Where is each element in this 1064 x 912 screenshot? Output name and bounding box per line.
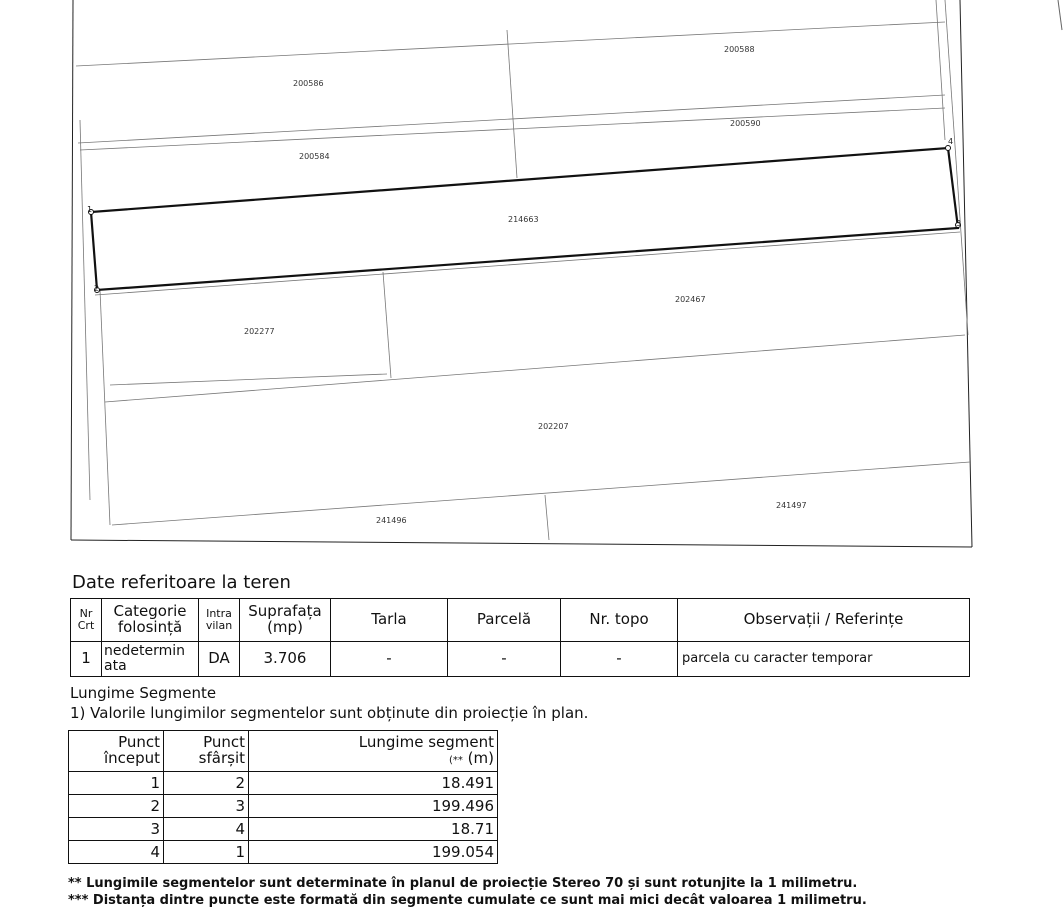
header-punct-inceput: Punct început <box>69 731 164 772</box>
parcel-label: 241497 <box>776 501 807 510</box>
parcel-label: 214663 <box>508 215 539 224</box>
header-nr-crt: Nr Crt <box>71 599 102 642</box>
segment-start: 1 <box>69 772 164 795</box>
segment-start: 2 <box>69 795 164 818</box>
cell-nr-topo: - <box>561 642 678 677</box>
segment-end: 4 <box>164 818 249 841</box>
segmente-subtitle: 1) Valorile lungimilor segmentelor sunt obținute din proiecție în plan. <box>70 704 589 722</box>
footnote-distance: *** Distanța dintre puncte este formată din segmente cumulate ce sunt mai mici decât valoarea 1 milimetru. <box>68 893 867 908</box>
teren-data-row <box>71 642 970 677</box>
footnote-segment-lengths: ** Lungimile segmentelor sunt determinate în planul de proiecție Stereo 70 și sunt rotunjite la 1 milimetru. <box>68 876 858 891</box>
header-categorie: Categorie folosință <box>102 599 199 642</box>
segment-end: 2 <box>164 772 249 795</box>
segmente-header-row <box>69 731 498 772</box>
cell-nr: 1 <box>71 642 102 677</box>
point-label-1: 1 <box>87 205 93 214</box>
parcel-label: 200588 <box>724 45 755 54</box>
cell-intravilan: DA <box>199 642 240 677</box>
plan-frame-bottom <box>71 540 972 547</box>
point-label-2: 2 <box>94 284 100 293</box>
segment-start: 4 <box>69 841 164 864</box>
teren-header-row <box>71 599 970 642</box>
cell-tarla: - <box>331 642 448 677</box>
segment-row <box>69 795 498 818</box>
parcel-label: 202207 <box>538 422 569 431</box>
cell-observatii: parcela cu caracter temporar <box>678 642 970 677</box>
cell-parcela: - <box>448 642 561 677</box>
header-nr-topo: Nr. topo <box>561 599 678 642</box>
plan-frame-left <box>71 0 73 540</box>
segment-row <box>69 841 498 864</box>
segment-end: 1 <box>164 841 249 864</box>
segment-length: 18.491 <box>249 772 498 795</box>
header-intravilan: Intra vilan <box>199 599 240 642</box>
header-unit-mark: (** <box>448 755 463 766</box>
header-lungime-segment <box>249 731 498 772</box>
point-label-4: 4 <box>948 137 954 146</box>
segment-end: 3 <box>164 795 249 818</box>
segmente-table <box>68 730 498 864</box>
parcel-label: 202467 <box>675 295 706 304</box>
plan-frame-right <box>960 0 972 547</box>
header-tarla: Tarla <box>331 599 448 642</box>
header-unit: (m) <box>467 749 494 767</box>
parcel-label: 241496 <box>376 516 407 525</box>
parcel-label: 200590 <box>730 119 761 128</box>
parcel-boundaries <box>76 0 970 540</box>
header-observatii: Observații / Referințe <box>678 599 970 642</box>
segment-length: 199.054 <box>249 841 498 864</box>
teren-table <box>70 598 970 677</box>
teren-section-title: Date referitoare la teren <box>72 572 291 593</box>
segment-length: 199.496 <box>249 795 498 818</box>
cell-categorie: nedetermin ata <box>102 642 199 677</box>
segment-row <box>69 772 498 795</box>
header-suprafata: Suprafața (mp) <box>240 599 331 642</box>
segment-start: 3 <box>69 818 164 841</box>
header-punct-sfarsit: Punct sfârșit <box>164 731 249 772</box>
point-label-3: 3 <box>956 219 962 228</box>
parcel-label: 202277 <box>244 327 275 336</box>
header-parcela: Parcelă <box>448 599 561 642</box>
header-lungime-label: Lungime segment <box>358 733 494 752</box>
cell-suprafata: 3.706 <box>240 642 331 677</box>
segment-row <box>69 818 498 841</box>
parcel-label: 200586 <box>293 79 324 88</box>
point-marker <box>946 146 951 151</box>
segmente-title: Lungime Segmente <box>70 684 217 702</box>
segment-length: 18.71 <box>249 818 498 841</box>
parcel-label: 200584 <box>299 152 330 161</box>
plan-edge-line <box>1058 0 1062 30</box>
